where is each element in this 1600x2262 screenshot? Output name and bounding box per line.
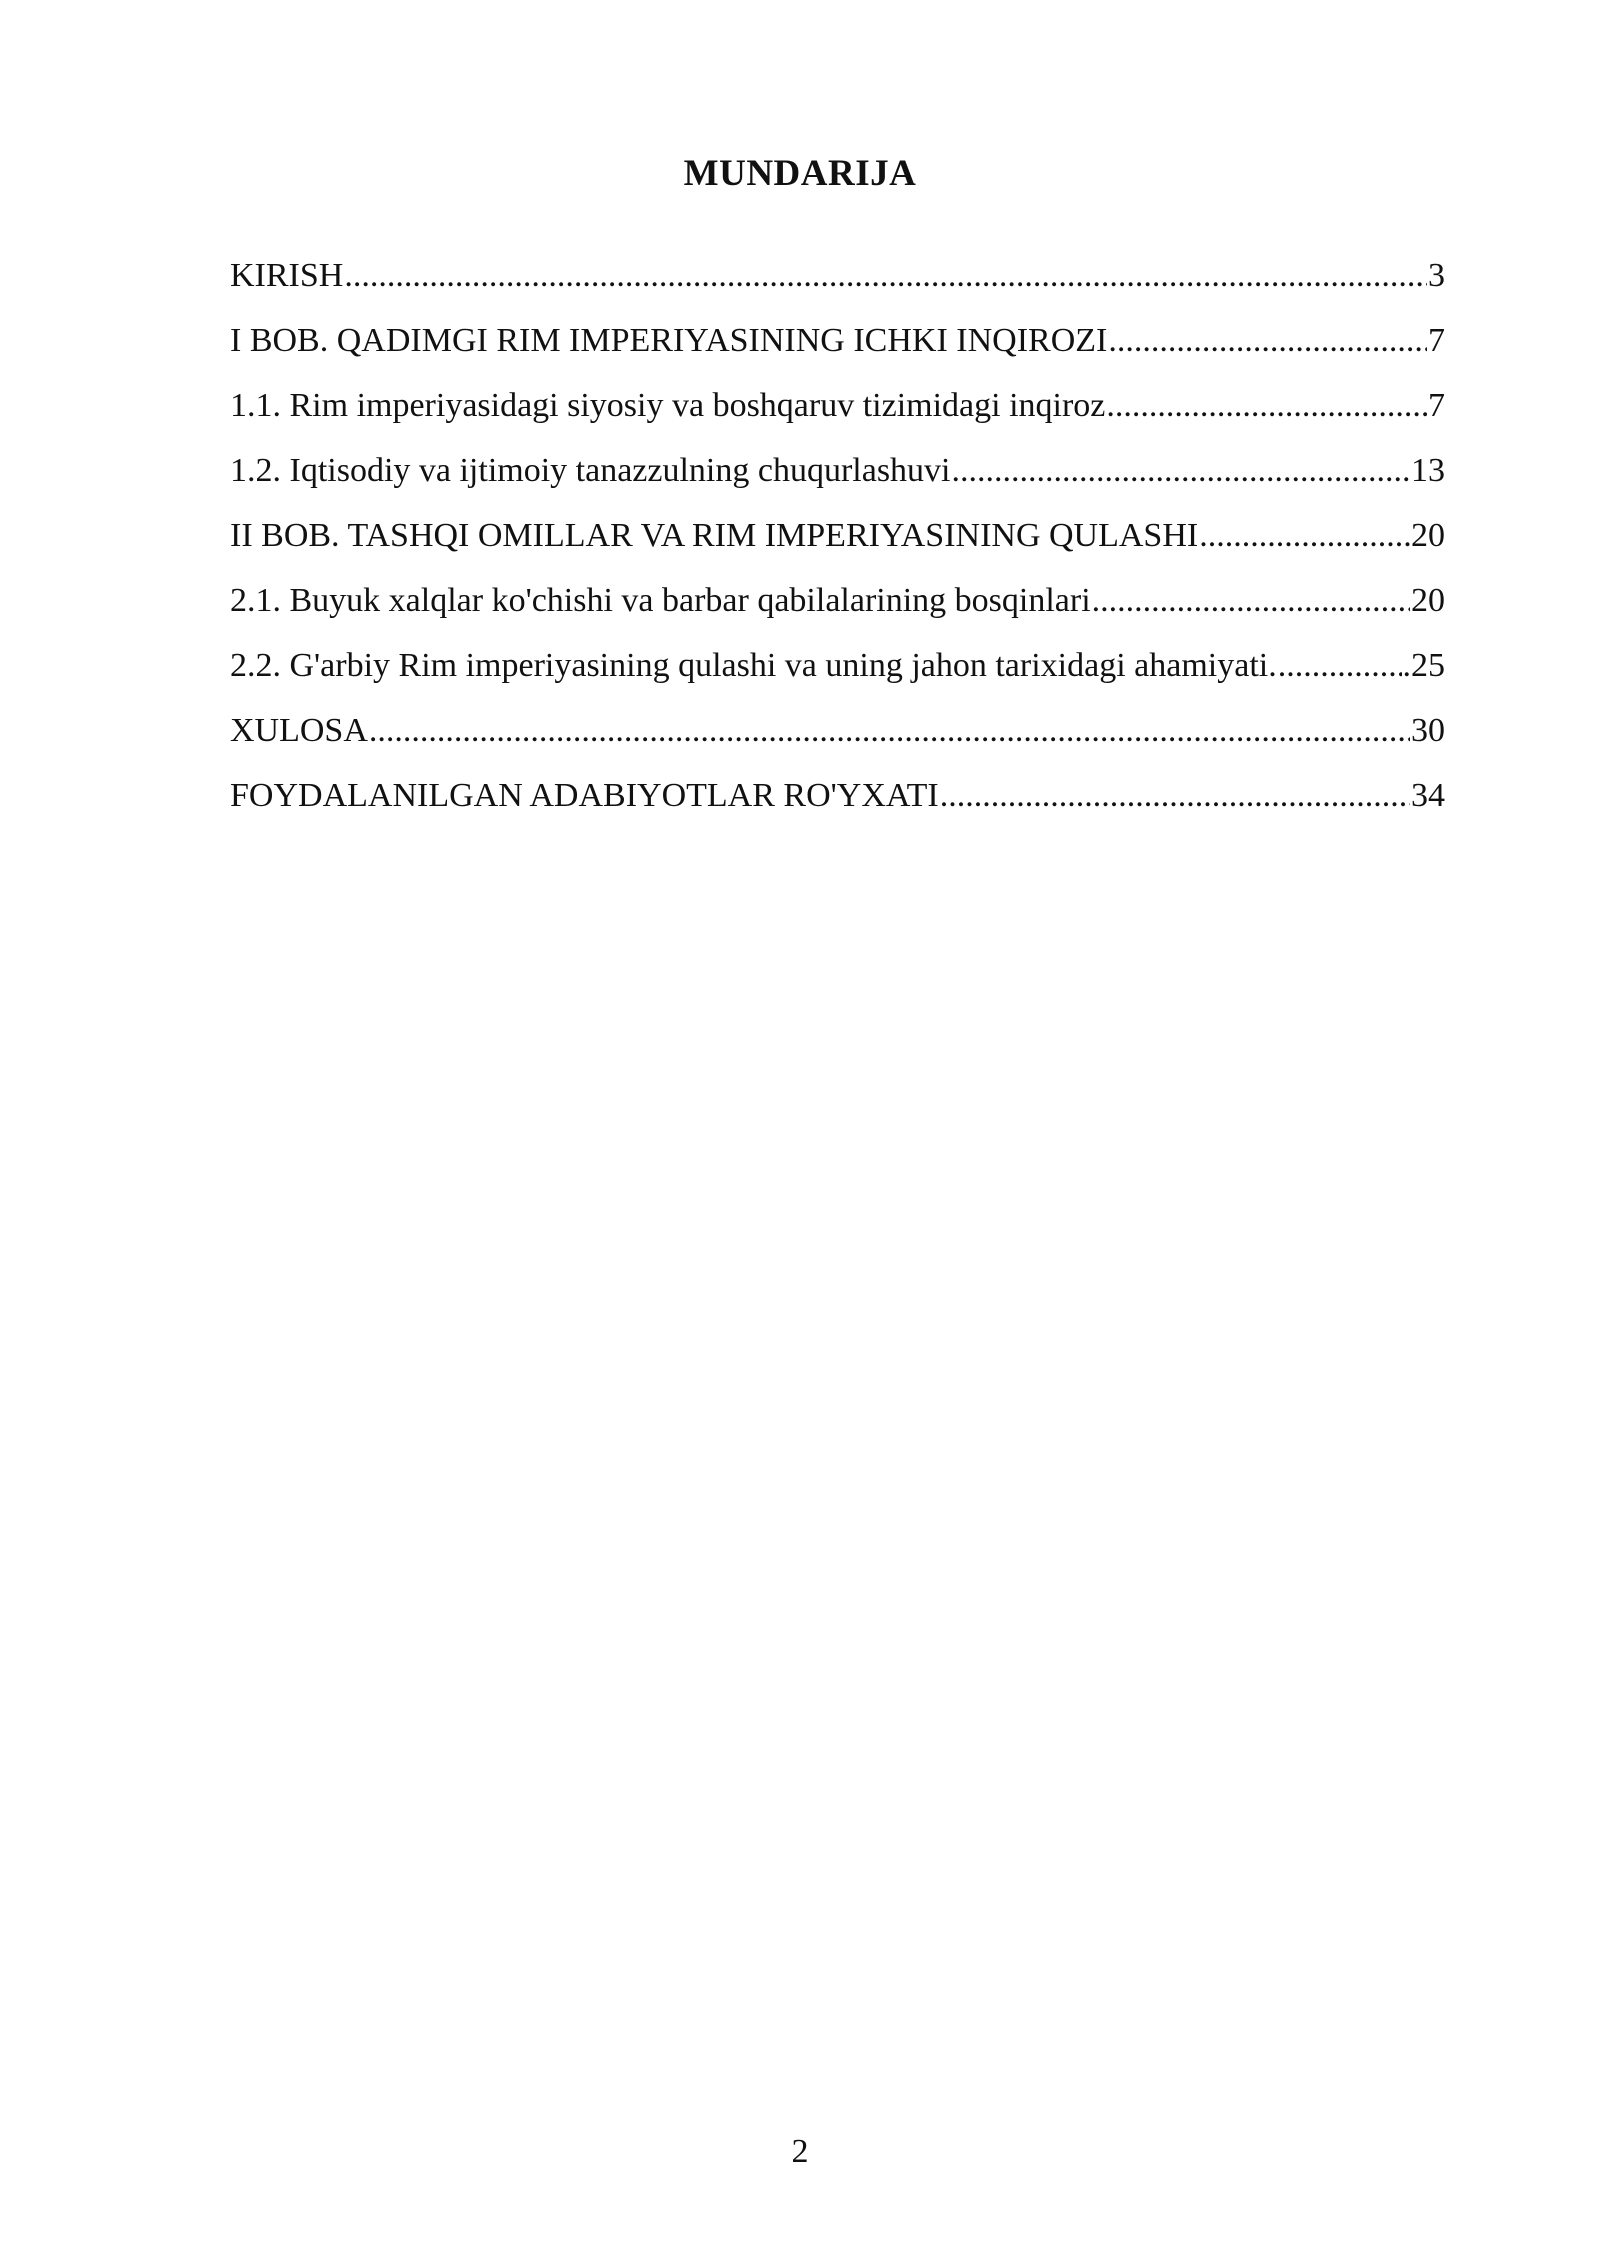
toc-entry-xulosa[interactable] — [230, 707, 1445, 772]
toc-entry-section-1-1[interactable] — [230, 382, 1445, 447]
toc-entry-section-2-2[interactable] — [230, 642, 1445, 707]
toc-entry-title: 2.1. Buyuk xalqlar ko'chishi va barbar qabilalarining bosqinlari — [230, 582, 1091, 619]
toc-dot-leader — [1278, 642, 1402, 690]
table-of-contents — [230, 252, 1445, 837]
toc-dot-leader — [952, 447, 1411, 495]
toc-entry-page: 20 — [1411, 517, 1445, 554]
toc-dot-leader — [1092, 577, 1410, 625]
toc-entry-page: 30 — [1411, 712, 1445, 749]
toc-dot-leader — [344, 252, 1427, 300]
toc-entry-title: 2.2. G'arbiy Rim imperiyasining qulashi va uning jahon tarixidagi ahamiyati. — [230, 647, 1277, 684]
toc-dot-leader — [940, 772, 1410, 820]
toc-dot-leader — [1199, 512, 1410, 560]
toc-entry-chapter-1[interactable] — [230, 317, 1445, 382]
toc-entry-title: 1.1. Rim imperiyasidagi siyosiy va boshqaruv tizimidagi inqiroz — [230, 387, 1106, 424]
toc-entry-page: 34 — [1411, 777, 1445, 814]
toc-entry-page: .25 — [1402, 647, 1445, 684]
page-title: MUNDARIJA — [683, 153, 917, 194]
toc-dot-leader — [369, 707, 1410, 755]
toc-entry-kirish[interactable] — [230, 252, 1445, 317]
toc-entry-title: II BOB. TASHQI OMILLAR VA RIM IMPERIYASINING QULASHI — [230, 517, 1199, 554]
toc-entry-title: I BOB. QADIMGI RIM IMPERIYASINING ICHKI INQIROZI — [230, 322, 1108, 359]
toc-entry-title: KIRISH — [230, 257, 344, 294]
toc-entry-title: FOYDALANILGAN ADABIYOTLAR RO'YXATI — [230, 777, 939, 814]
toc-dot-leader — [1108, 317, 1427, 365]
page-number: 2 — [791, 2133, 809, 2170]
toc-entry-page: 7 — [1428, 322, 1445, 359]
toc-entry-section-2-1[interactable] — [230, 577, 1445, 642]
toc-dot-leader — [1106, 382, 1427, 430]
toc-entry-title: 1.2. Iqtisodiy va ijtimoiy tanazzulning chuqurlashuvi — [230, 452, 951, 489]
toc-entry-page: 7 — [1428, 387, 1445, 424]
toc-entry-bibliography[interactable] — [230, 772, 1445, 837]
toc-entry-page: 13 — [1411, 452, 1445, 489]
toc-entry-title: XULOSA — [230, 712, 368, 749]
toc-entry-chapter-2[interactable] — [230, 512, 1445, 577]
toc-entry-section-1-2[interactable] — [230, 447, 1445, 512]
toc-entry-page: 20 — [1411, 582, 1445, 619]
toc-entry-page: 3 — [1428, 257, 1445, 294]
